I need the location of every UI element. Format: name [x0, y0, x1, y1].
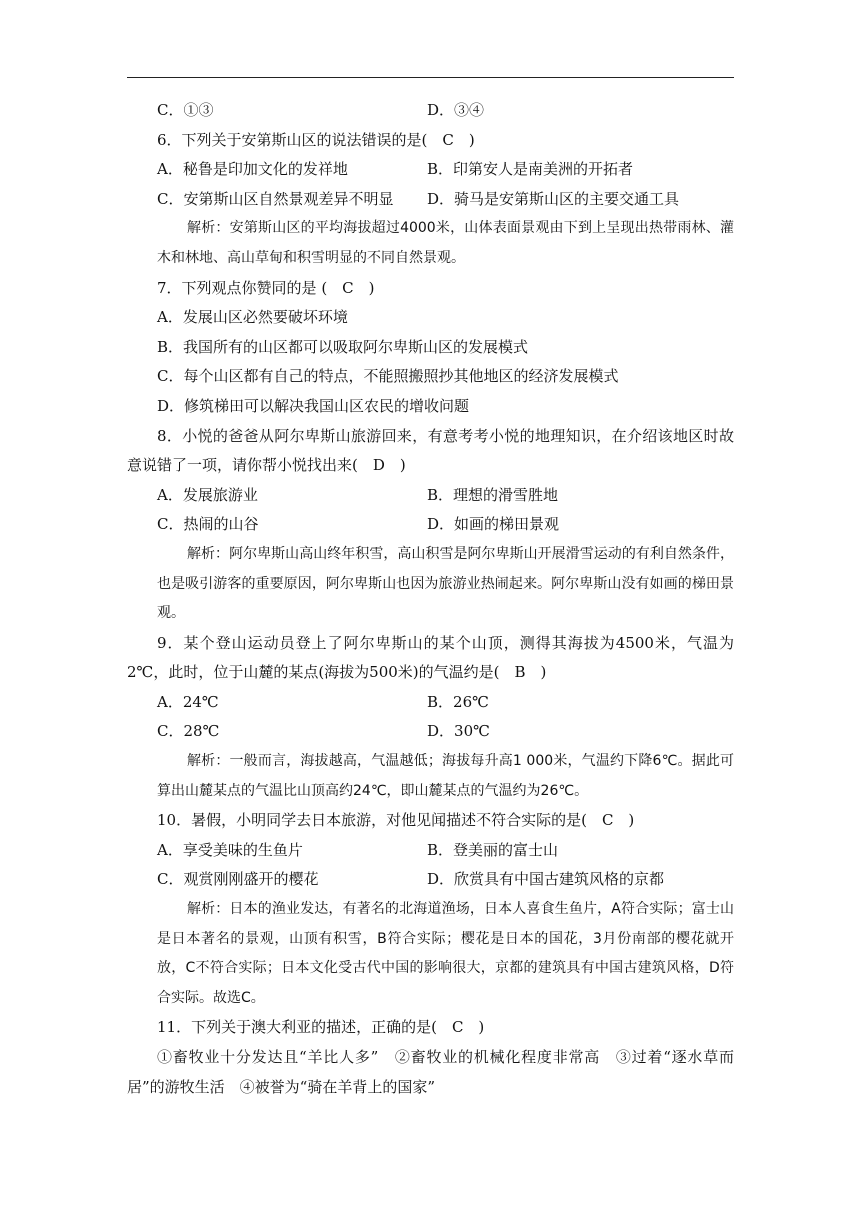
q9-option-c: C．28℃ — [157, 722, 220, 741]
q6-analysis: 解析：安第斯山区的平均海拔超过4000米，山体表面景观由下到上呈现出热带雨林、灌木和林地、高山草甸和积雪明显的不同自然景观。 — [157, 220, 734, 266]
q10-options-ab — [127, 836, 734, 866]
q5-option-d: D．③④ — [427, 101, 485, 119]
page-content — [127, 96, 734, 1102]
q5-options-cd — [127, 96, 734, 126]
q10-analysis: 解析：日本的渔业发达，有著名的北海道渔场，日本人喜食生鱼片，A符合实际；富士山是日本著名的景观，山顶有积雪，B符合实际；樱花是日本的国花，3月份南部的樱花就开放，C不符合实际；日本文化受古代中国的影响很大，京都的建筑具有中国古建筑风格，D符合实际。故选C。 — [157, 901, 734, 1006]
q6-options-cd — [127, 185, 734, 215]
q8-option-a: A．发展旅游业 — [157, 485, 258, 504]
q8-options-ab — [127, 481, 734, 511]
q9-options-cd — [127, 717, 734, 747]
q6-stem: 6．下列关于安第斯山区的说法错误的是( C ) — [157, 130, 475, 149]
header-rule — [127, 77, 734, 78]
q11-items: ①畜牧业十分发达且“羊比人多” ②畜牧业的机械化程度非常高 ③过着“逐水草而居”的游牧生活 ④被誉为“骑在羊背上的国家” — [127, 1048, 734, 1096]
q7-option-b: B．我国所有的山区都可以吸取阿尔卑斯山区的发展模式 — [157, 337, 529, 356]
q8-option-c: C．热闹的山谷 — [157, 515, 259, 534]
q8-stem: 8．小悦的爸爸从阿尔卑斯山旅游回来，有意考考小悦的地理知识，在介绍该地区时故意说错了一项，请你帮小悦找出来( D ) — [127, 426, 734, 475]
q8-option-d: D．如画的梯田景观 — [427, 515, 560, 534]
q9-options-ab — [127, 688, 734, 718]
q6-options-ab — [127, 155, 734, 185]
q8-analysis: 解析：阿尔卑斯山高山终年积雪，高山积雪是阿尔卑斯山开展滑雪运动的有利自然条件，也是吸引游客的重要原因，阿尔卑斯山也因为旅游业热闹起来。阿尔卑斯山没有如画的梯田景观。 — [157, 545, 734, 622]
q6-option-b: B．印第安人是南美洲的开拓者 — [427, 160, 634, 179]
q7-option-d: D．修筑梯田可以解决我国山区农民的增收问题 — [157, 396, 470, 415]
q9-option-d: D．30℃ — [427, 722, 490, 741]
q10-option-d: D．欣赏具有中国古建筑风格的京都 — [427, 870, 665, 889]
q5-option-c: C．①③ — [157, 101, 214, 119]
q9-stem: 9．某个登山运动员登上了阿尔卑斯山的某个山顶，测得其海拔为4500米，气温为2℃，此时，位于山麓的某点(海拔为500米)的气温约是( B ) — [127, 633, 734, 682]
q6-option-d: D．骑马是安第斯山区的主要交通工具 — [427, 189, 680, 208]
q8-option-b: B．理想的滑雪胜地 — [427, 485, 559, 504]
q11-stem: 11．下列关于澳大利亚的描述，正确的是( C ) — [157, 1018, 485, 1037]
q10-stem: 10．暑假，小明同学去日本旅游，对他见闻描述不符合实际的是( C ) — [157, 811, 635, 830]
q7-option-a: A．发展山区必然要破坏环境 — [157, 308, 348, 327]
q10-option-c: C．观赏刚刚盛开的樱花 — [157, 870, 319, 889]
q10-option-a: A．享受美味的生鱼片 — [157, 840, 303, 859]
q7-option-c: C．每个山区都有自己的特点，不能照搬照抄其他地区的经济发展模式 — [157, 367, 619, 386]
q6-option-a: A．秘鲁是印加文化的发祥地 — [157, 160, 348, 179]
q10-option-b: B．登美丽的富士山 — [427, 840, 559, 859]
q10-options-cd — [127, 865, 734, 895]
q6-option-c: C．安第斯山区自然景观差异不明显 — [157, 189, 394, 208]
q9-option-b: B．26℃ — [427, 692, 489, 711]
q7-stem: 7．下列观点你赞同的是 ( C ) — [157, 278, 375, 297]
q8-options-cd — [127, 510, 734, 540]
q9-option-a: A．24℃ — [157, 692, 219, 711]
q9-analysis: 解析：一般而言，海拔越高，气温越低；海拔每升高1 000米，气温约下降6℃。据此可算出山麓某点的气温比山顶高约24℃，即山麓某点的气温约为26℃。 — [157, 753, 734, 799]
